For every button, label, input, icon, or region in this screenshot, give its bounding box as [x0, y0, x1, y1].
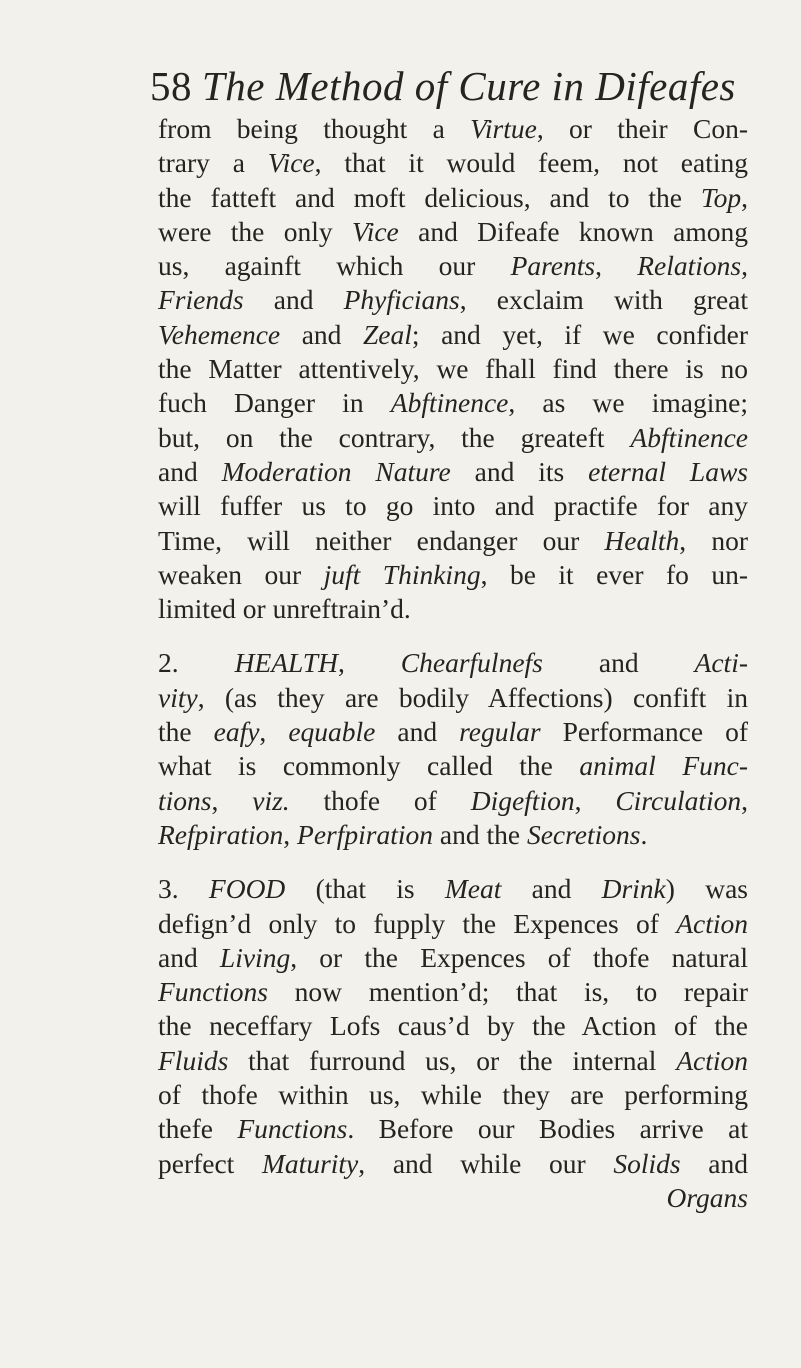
italic-run: Virtue	[470, 113, 537, 144]
italic-run: Abftinence	[390, 387, 509, 419]
text-run: . Before our Bodies arrive at	[347, 1113, 748, 1145]
text-run: the neceffary Lofs caus’d by the Action of the	[158, 1010, 748, 1042]
text-run: , and while our	[358, 1147, 614, 1179]
text-run: 2.	[158, 647, 235, 679]
text-run: ,	[283, 818, 298, 850]
text-line	[158, 249, 748, 283]
text-run: ) was	[665, 873, 748, 905]
text-run: and its	[450, 455, 589, 487]
paragraph	[158, 112, 748, 626]
italic-run: Vehemence	[158, 318, 281, 350]
text-run: ,	[259, 716, 289, 748]
italic-run: Meat	[444, 873, 502, 905]
italic-run: Vice	[267, 147, 315, 179]
italic-run: vity	[158, 681, 198, 713]
text-line	[158, 681, 748, 715]
text-run: will fuffer us to go into and practife for any	[158, 490, 748, 522]
text-run: the Matter attentively, we fhall find there is no	[158, 353, 748, 385]
text-line	[158, 818, 748, 852]
text-run: ,	[741, 250, 749, 282]
text-line	[158, 1044, 748, 1078]
text-line	[158, 715, 748, 749]
text-line	[158, 558, 748, 592]
text-line	[158, 352, 748, 386]
text-run: thefe	[158, 1113, 238, 1145]
text-run: , be it ever fo un-	[480, 558, 749, 590]
italic-run: eafy	[213, 716, 260, 748]
italic-run: Action	[676, 907, 748, 939]
text-run: perfect	[158, 1147, 263, 1179]
text-run: and	[243, 284, 344, 316]
text-run: Time, will neither endanger our	[158, 524, 605, 556]
italic-run: Drink	[601, 873, 666, 905]
text-run: , that it would feem, not eating	[314, 147, 748, 179]
text-line	[158, 112, 748, 146]
italic-run: animal Func-	[579, 750, 749, 782]
paragraph-gap	[158, 626, 748, 646]
text-run: the	[158, 716, 214, 748]
text-line	[158, 215, 748, 249]
paragraph	[158, 872, 748, 1215]
text-line	[158, 146, 748, 180]
italic-run: Living	[219, 941, 291, 973]
text-line	[158, 749, 748, 783]
text-run: and	[158, 941, 220, 973]
text-run: , or the Expences of thofe natural	[290, 941, 748, 973]
italic-run: Friends	[158, 284, 244, 316]
text-run: but, on the contrary, the greateft	[158, 421, 631, 453]
italic-run: Solids	[613, 1147, 681, 1179]
text-line	[158, 907, 748, 941]
italic-run: Organs	[666, 1181, 748, 1213]
italic-run: Relations	[637, 250, 742, 282]
text-run: , nor	[679, 524, 748, 556]
italic-run: Action	[676, 1044, 748, 1076]
italic-run: viz.	[252, 784, 290, 816]
text-run: , as we imagine;	[508, 387, 749, 419]
text-run: us, againft which our	[158, 250, 511, 282]
text-line	[158, 592, 748, 626]
text-run: weaken our	[158, 558, 324, 590]
italic-run: HEALTH	[234, 647, 338, 679]
text-run: and	[158, 455, 222, 487]
text-run: Performance of	[540, 716, 748, 748]
text-run: fuch Danger in	[158, 387, 391, 419]
text-run: were the only	[158, 215, 352, 247]
text-run: ,	[741, 784, 749, 816]
text-run: ,	[741, 181, 748, 213]
text-run: ,	[595, 250, 638, 282]
italic-run: Maturity	[262, 1147, 359, 1179]
text-line	[158, 421, 748, 455]
italic-run: juft Thinking	[323, 558, 481, 590]
text-run: trary a	[158, 147, 268, 179]
text-run: and the	[433, 818, 527, 850]
italic-run: Moderation Nature	[221, 455, 451, 487]
text-run: of thofe within us, while they are performing	[158, 1079, 748, 1111]
body-text	[158, 112, 748, 1215]
text-line	[158, 872, 748, 906]
italic-run: Phyficians	[343, 284, 460, 316]
text-line	[158, 386, 748, 420]
text-line	[158, 1181, 748, 1215]
italic-run: FOOD	[208, 873, 286, 905]
running-title: The Method of Cure in Difeafes	[202, 63, 736, 109]
text-run: (that is	[285, 873, 445, 905]
text-run: , exclaim with great	[459, 284, 748, 316]
text-run: what is commonly called the	[158, 750, 580, 782]
italic-run: Acti-	[694, 647, 748, 679]
italic-run: Circulation	[615, 784, 742, 816]
text-run: the fatteft and moft delicious, and to the	[158, 181, 701, 213]
italic-run: Top	[700, 181, 742, 213]
italic-run: Abftinence	[630, 421, 748, 453]
text-line	[158, 941, 748, 975]
text-line	[158, 1078, 748, 1112]
text-run: now mention’d; that is, to repair	[268, 976, 748, 1008]
running-header	[150, 62, 736, 110]
text-line	[158, 1112, 748, 1146]
text-line	[158, 489, 748, 523]
text-run: from being thought a	[158, 113, 471, 144]
italic-run: eternal Laws	[588, 455, 749, 487]
italic-run: Chearfulnefs	[400, 647, 543, 679]
text-line	[158, 524, 748, 558]
italic-run: Zeal	[362, 318, 412, 350]
text-line	[158, 975, 748, 1009]
text-line	[158, 646, 748, 680]
text-line	[158, 318, 748, 352]
paragraph	[158, 646, 748, 852]
text-run: .	[640, 818, 648, 850]
italic-run: Perfpiration	[297, 818, 434, 850]
text-line	[158, 283, 748, 317]
italic-run: Functions	[237, 1113, 348, 1145]
italic-run: Parents	[510, 250, 596, 282]
text-line	[158, 455, 748, 489]
text-run: that furround us, or the internal	[228, 1044, 677, 1076]
text-run: and	[542, 647, 695, 679]
italic-run: tions	[158, 784, 212, 816]
text-run: ,	[337, 647, 401, 679]
text-run: and Difeafe known among	[398, 215, 748, 247]
paragraph-gap	[158, 852, 748, 872]
text-line	[158, 1009, 748, 1043]
text-run: 3.	[158, 873, 209, 905]
italic-run: regular	[459, 716, 541, 748]
text-run: and	[280, 318, 363, 350]
text-run: and	[501, 873, 602, 905]
text-line	[158, 1147, 748, 1181]
text-run: , (as they are bodily Affections) confift in	[197, 681, 748, 713]
text-run: , or their Con-	[536, 113, 748, 144]
italic-run: equable	[288, 716, 376, 748]
text-run: and	[680, 1147, 748, 1179]
page-number: 58	[150, 63, 192, 109]
italic-run: Functions	[158, 976, 268, 1008]
italic-run: Digeftion	[470, 784, 575, 816]
text-run: and	[375, 716, 460, 748]
italic-run: Secretions	[526, 818, 641, 850]
italic-run: Health	[604, 524, 680, 556]
text-run: ,	[211, 784, 253, 816]
italic-run: Vice	[351, 215, 399, 247]
italic-run: Refpiration	[158, 818, 284, 850]
text-run: defign’d only to fupply the Expences of	[158, 907, 677, 939]
italic-run: Fluids	[158, 1044, 229, 1076]
text-run: thofe of	[289, 784, 471, 816]
text-line	[158, 784, 748, 818]
text-run: limited or unreftrain’d.	[158, 593, 411, 625]
text-line	[158, 181, 748, 215]
text-run: ; and yet, if we confider	[411, 318, 748, 350]
text-run: ,	[574, 784, 616, 816]
